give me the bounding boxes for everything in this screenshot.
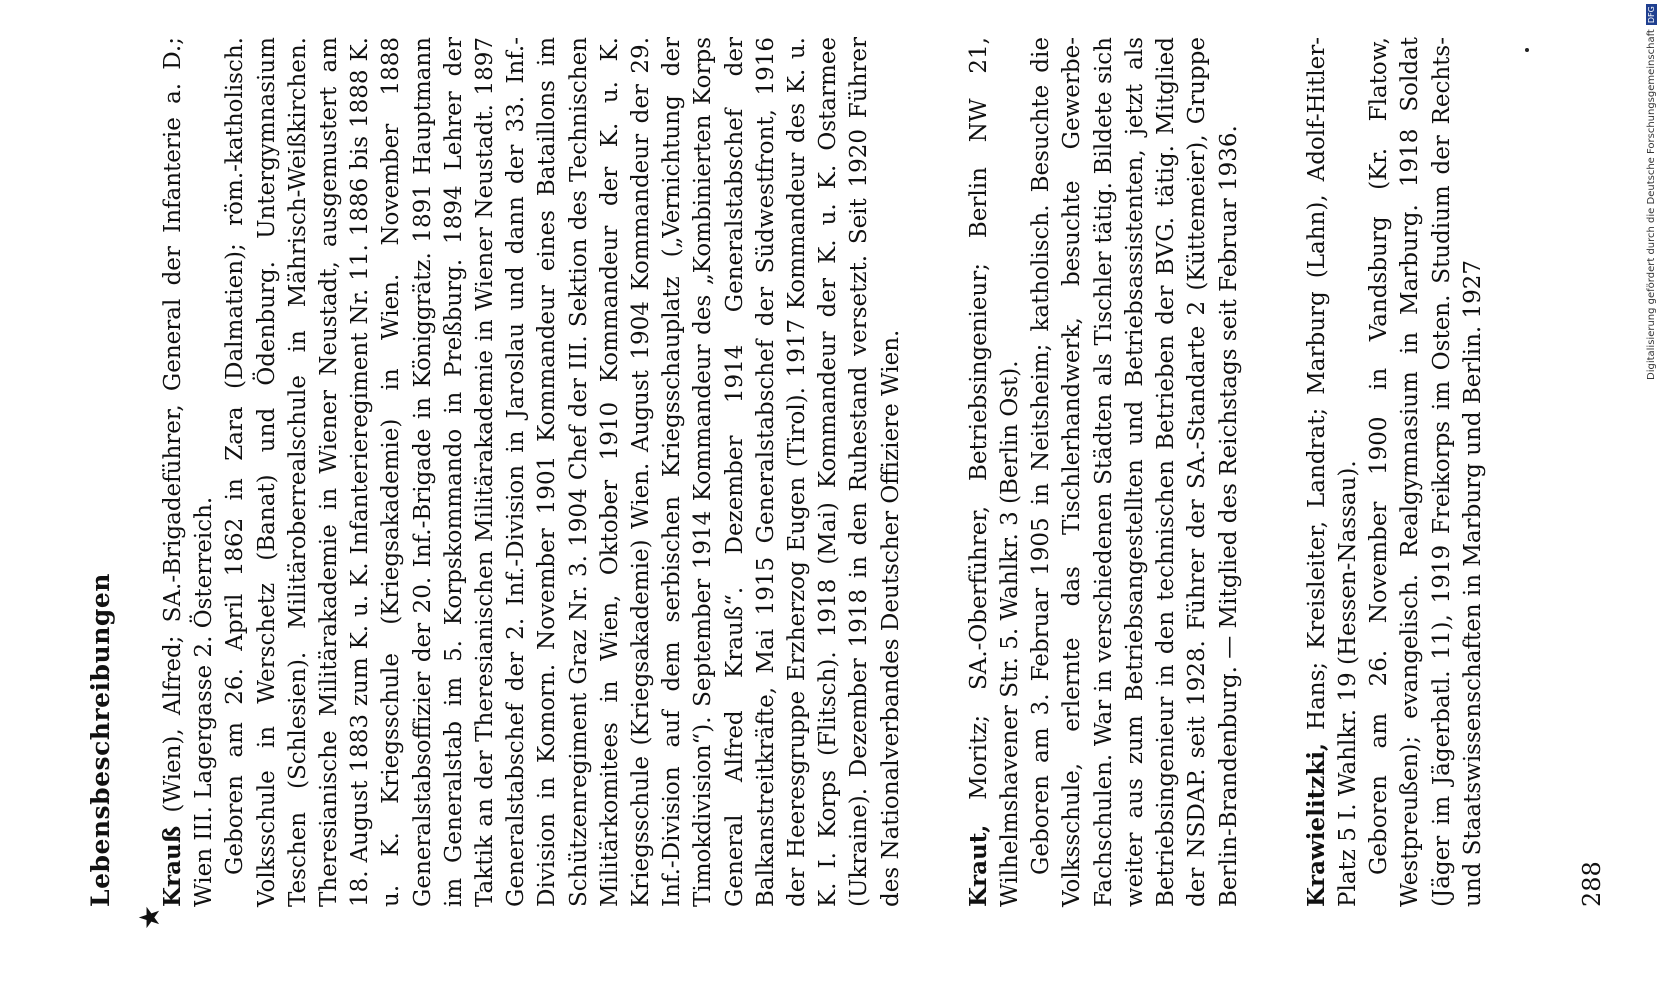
digitization-footer	[1646, 4, 1657, 380]
entry-header-text: (Wien), Alfred; SA.-Brigadeführer, General der Infanterie a. D.; Wien III. Lagergasse 2. Österreich.	[160, 37, 218, 907]
entry-body: Geboren am 3. Februar 1905 in Neitsheim; katholisch. Besuchte die Volksschule, erlernte das Tischlerhandwerk, besuchte Gewerbe-Fachschulen. War in verschiedenen Städten als Tischler tätig. Bildete sich weiter aus zum Betriebsangestellten und Betriebsassistenten, jetzt als Betriebsingenieur in den technischen Betrieben der BVG. tätig. Mitglied der NSDAP. seit 1928. Führer der SA.-Standarte 2 (Küttemeier), Gruppe Berlin-Brandenburg. — Mitglied des Reichstags seit Februar 1936.	[1028, 37, 1242, 907]
page-heading: Lebensbeschreibungen	[86, 573, 115, 907]
entry-header-text: Moritz; SA.-Oberführer, Betriebsingenieur; Berlin NW 21, Wilhelmshavener Str. 5. Wahlkr. 3 (Berlin Ost).	[965, 37, 1024, 907]
entry-body: Geboren am 26. April 1862 in Zara (Dalmatien); röm.-katholisch. Volksschule in Werschetz (Banat) und Ödenburg. Untergymnasium Teschen (Schlesien). Militäroberrealschule in Mährisch-Weißkirchen. Theresianische Militärakademie in Wiener Neustadt, ausgemustert am 18. August 1883 zum K. u. K. Infanterieregiment Nr. 11. 1886 bis 1888 K. u. K. Kriegsschule (Kriegsakademie) in Wien. November 1888 Generalstabsoffizier der 20. Inf.-Brigade in Königgrätz. 1891 Hauptmann im Generalstab im 5. Korpskommando in Preßburg. 1894 Lehrer der Taktik an der Theresianischen Militärakademie in Wiener Neustadt. 1897 Generalstabschef der 2. Inf.-Division in Jaroslau und dann der 33. Inf.-Division in Komorn. November 1901 Kommandeur eines Bataillons im Schützenregiment Graz Nr. 3. 1904 Chef der III. Sektion des Technischen Militärkomitees in Wien, Oktober 1910 Kommandeur der K. u. K. Kriegsschule (Kriegsakademie) Wien. August 1904 Kommandeur der 29. Inf.-Division auf dem serbischen Kriegsschauplatz („Vernichtung der Timokdivision“). September 1914 Kommandeur des „Kombinierten Korps General Alfred Krauß“. Dezember 1914 Generalstabschef der Balkanstreitkräfte, Mai 1915 Generalstabschef der Südwestfront, 1916 der Heeresgruppe Erzherzog Eugen (Tirol). 1917 Kommandeur des K. u. K. I. Korps (Flitsch). 1918 (Mai) Kommandeur der K. u. K. Ostarmee (Ukraine). Dezember 1918 in den Ruhestand versetzt. Seit 1920 Führer des Nationalverbandes Deutscher Offiziere Wien.	[222, 37, 904, 907]
entry-name: Krawielitzki,	[1302, 742, 1330, 907]
biography-entry	[1301, 37, 1489, 907]
entry-name: Kraut,	[964, 824, 992, 907]
entry-body: Geboren am 26. November 1900 in Vandsburg (Kr. Flatow, Westpreußen); evangelisch. Realgymnasium in Marburg. 1918 Soldat (Jäger im Jägerbatl. 11), 1919 Freikorps im Osten. Studium der Rechts- und Staatswissenschaften in Marburg und Berlin. 1927	[1366, 37, 1486, 907]
entry-name: Krauß	[159, 825, 186, 907]
biography-entry	[157, 37, 907, 907]
entry-header	[1301, 37, 1364, 907]
entry-header-text: Hans; Kreisleiter, Landrat; Marburg (Lahn), Adolf-Hitler-Platz 5 I. Wahlkr. 19 (Hessen-Nassau).	[1303, 37, 1361, 907]
entry-header	[963, 37, 1026, 907]
speck-mark	[1525, 48, 1529, 52]
biography-entry	[963, 37, 1245, 907]
footer-text: Digitalisierung gefördert durch die Deutsche Forschungsgemeinschaft	[1646, 29, 1657, 380]
page-number: 288	[1578, 861, 1606, 907]
star-icon: ★	[133, 904, 166, 930]
dfg-logo: DFG	[1647, 6, 1656, 24]
page-content	[86, 37, 1545, 907]
entry-header	[157, 37, 220, 907]
